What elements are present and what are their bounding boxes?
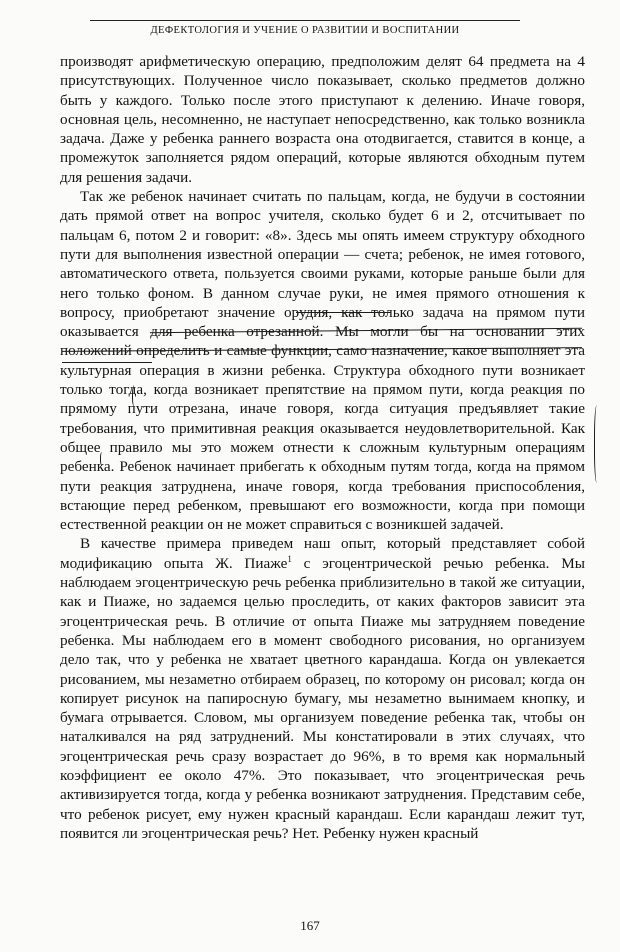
paragraph-2: Так же ребенок начинает считать по пальцам, когда, не будучи в состоянии дать прямой ответ на вопрос учителя, сколько будет 6 и 2, отсчитывает по пальцам 6, потом 2 и говорит: «8». Здесь мы опять имеем структуру обходного пути для выполнения известной операции — счета; ребенок, не имея готового, автоматического ответа, пользуется своими руками, которые раньше были для него только фоном. В данном случае руки, не имея прямого отношения к вопросу, приобретают значение орудия, как только задача на прямом пути оказывается для ребенка отрезанной. Мы могли бы на основании этих положений определить и самые функции, само назначение, какое выполняет эта культурная операция в жизни ребенка. Структура обходного пути возникает только тогда, когда возникает препятствие на прямом пути, когда реакция по прямому пути отрезана, иначе говоря, когда ситуация предъявляет такие требования, что примитивная реакция оказывается неудовлетворительной. Как общее правило мы это можем отнести к сложным культурным операциям ребенка. Ребенок начинает прибегать к обходным путям тогда, когда на прямом пути реакция затруднена, иначе говоря, когда требования приспособления, встающие перед ребенком, превышают его возможности, когда при помощи естественной реакции он не может справиться с возникшей задачей. — [60, 188, 585, 534]
body-text — [60, 52, 585, 843]
pen-underline — [62, 362, 152, 363]
paragraph-3-rest: с эгоцентрической речью ребенка. Мы наблюдаем эгоцентрическую речь ребенка приблизительно в такой же ситуации, как и Пиаже, но задаемся целью проследить, от каких факторов зависит эта эгоцентрическая речь. В отличие от опыта Пиаже мы затрудняем поведение ребенка. Мы наблюдаем его в момент свободного рисования, но организуем дело так, что у ребенка не хватает цветного карандаша. Когда он увлекается рисованием, мы незаметно отбираем образец, по которому он рисовал; когда он копирует рисунок на папиросную бумагу, мы незаметно вынимаем кнопку, и бумага отрывается. Словом, мы организуем поведение ребенка так, чтобы он наталкивался на ряд затруднений. Мы констатировали в этих случаях, что эгоцентрическая речь сразу возрастает до 96%, в то время как нормальный коэффициент ее около 47%. Это показывает, что эгоцентрическая речь активизируется тогда, когда у ребенка возникают затруднения. Представим себе, что ребенок рисует, ему нужен красный карандаш. Если карандаш лежит тут, появится ли эгоцентрическая речь? Нет. Ребенку нужен красный — [60, 554, 585, 842]
running-header: ДЕФЕКТОЛОГИЯ И УЧЕНИЕ О РАЗВИТИИ И ВОСПИТАНИИ — [90, 20, 520, 41]
pen-bracket-mark — [100, 452, 105, 466]
pen-bracket-mark — [594, 405, 601, 483]
pen-bracket-mark — [132, 385, 138, 407]
pen-underline — [296, 312, 391, 313]
page-number: 167 — [300, 918, 320, 933]
paragraph-3 — [60, 534, 585, 843]
paragraph-3-start: В качестве примера приведем наш опыт, который представляет собой модификацию опыта Ж. Пиаже — [60, 535, 585, 572]
footnote-marker: 1 — [287, 553, 292, 564]
paragraph-1: производят арифметическую операцию, предположим делят 64 предмета на 4 присутствующих. Полученное число показывает, сколько предметов должно быть у каждого. Только после этого приступают к делению. Иначе говоря, основная цель, несомненно, не наступает непосредственно, как только возникла задача. Даже у ребенка раннего возраста она отодвигается, ставится в конце, а промежуток заполняется рядом операций, которые являются обходным путем для решения задачи. — [60, 53, 585, 186]
